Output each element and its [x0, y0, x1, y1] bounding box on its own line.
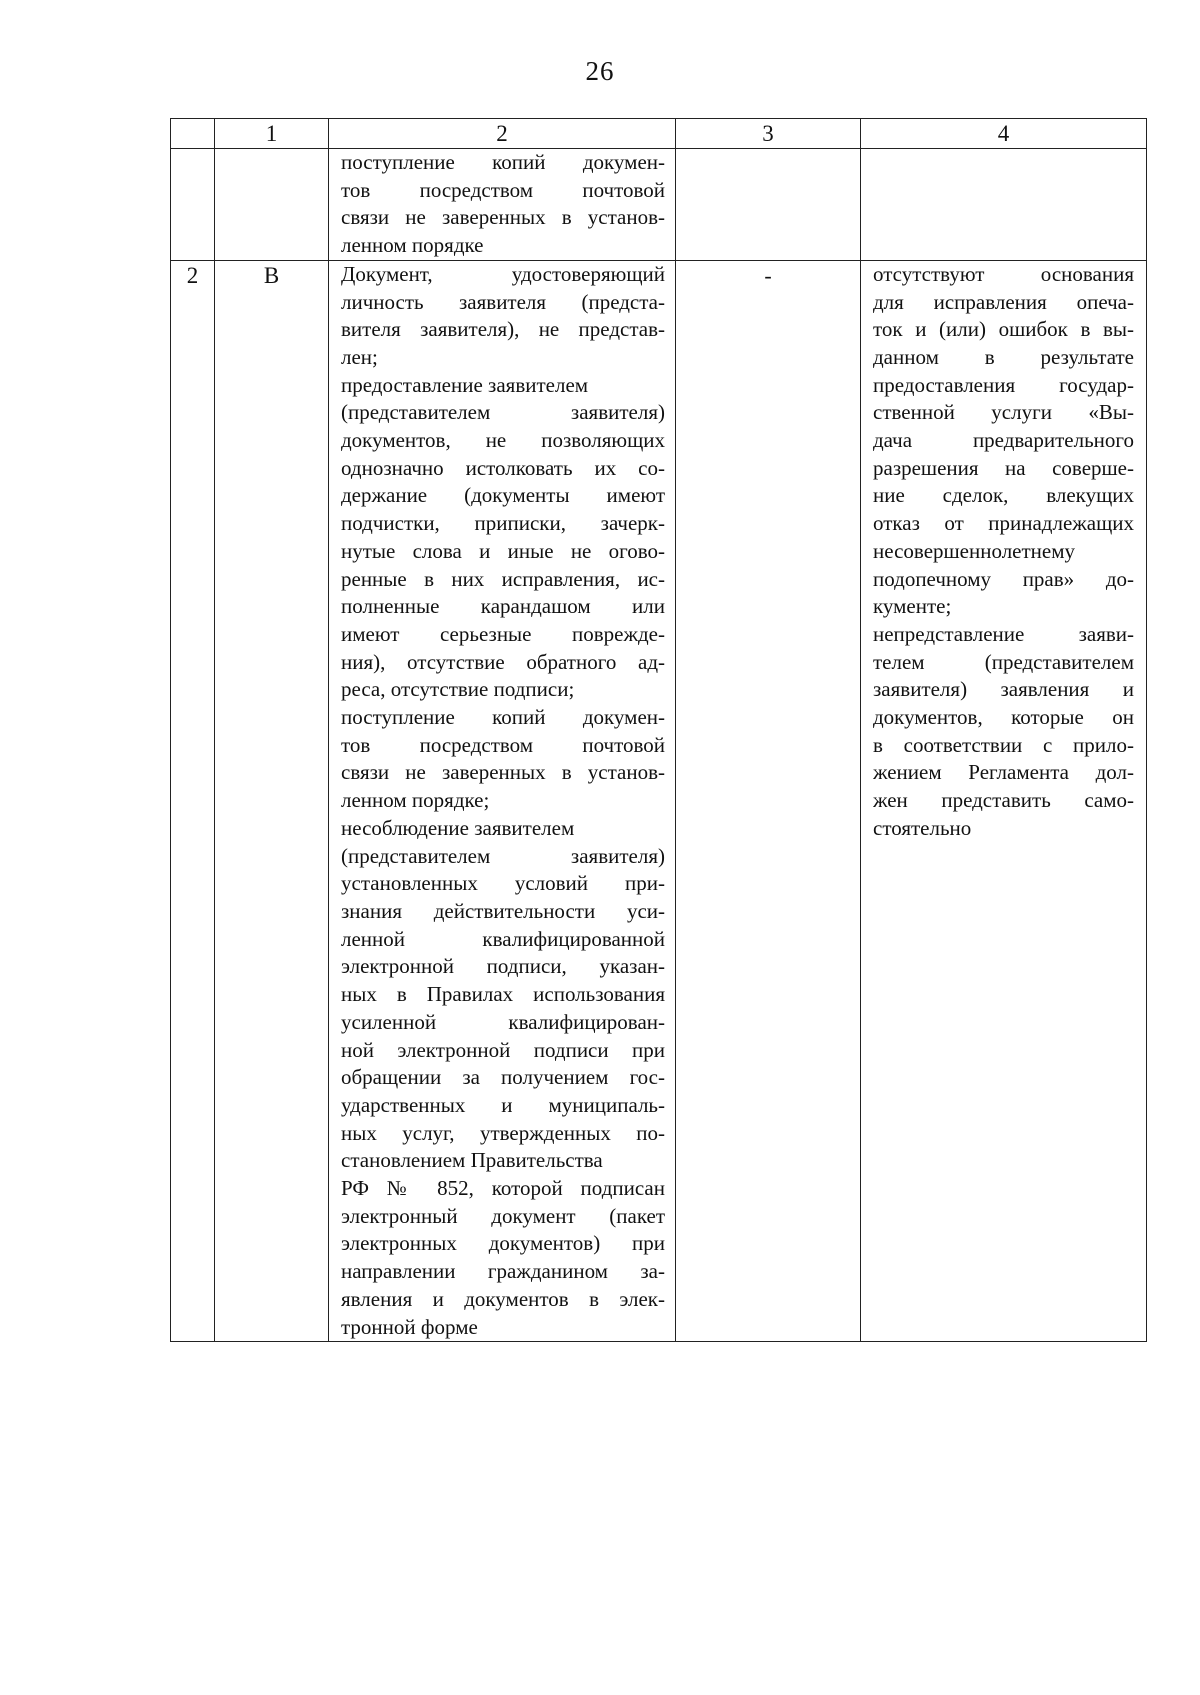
continuation-col2-text [341, 149, 665, 260]
row2-col2-text [341, 261, 665, 1341]
text-line: ренные в них исправления, ис- [341, 566, 665, 591]
text-line: РФ № 852, которой подписан [341, 1176, 665, 1201]
text-line: телем (представителем [873, 649, 1134, 674]
row2-col4-cell [861, 260, 1147, 1341]
row2-letter-cell: В [215, 260, 329, 1341]
header-cell-0 [171, 119, 215, 149]
text-line: кументе; [873, 594, 952, 619]
text-line: связи не заверенных в установ- [341, 205, 665, 230]
text-line: подопечному прав» до- [873, 566, 1134, 591]
text-line: поступление копий докумен- [341, 150, 665, 174]
continuation-col4-cell [861, 149, 1147, 261]
row2-num-cell: 2 [171, 260, 215, 1341]
text-line: Документ, удостоверяющий [341, 261, 665, 286]
text-line: для исправления опеча- [873, 289, 1134, 314]
text-line: усиленной квалифицирован- [341, 1009, 665, 1034]
header-cell-1: 1 [215, 119, 329, 149]
text-line: электронный документ (пакет [341, 1203, 665, 1228]
continuation-col3-cell [676, 149, 861, 261]
text-line: тронной форме [341, 1314, 478, 1339]
text-line: данном в результате [873, 344, 1134, 369]
text-line: в соответствии с прило- [873, 732, 1134, 757]
text-line: нутые слова и иные не огово- [341, 538, 665, 563]
text-line: ственной услуги «Вы- [873, 400, 1134, 425]
text-line: подчистки, приписки, зачерк- [341, 511, 665, 536]
table-header-row [171, 119, 1147, 149]
row2-col4-text [873, 261, 1134, 843]
continuation-letter-cell [215, 149, 329, 261]
header-cell-3: 3 [676, 119, 861, 149]
text-line: отказ от принадлежащих [873, 511, 1134, 536]
text-line: ных в Правилах использования [341, 982, 665, 1007]
text-line: (представителем заявителя) [341, 400, 665, 425]
text-line: несоблюдение заявителем [341, 815, 575, 840]
text-line: электронной подписи, указан- [341, 954, 665, 979]
text-line: предоставление заявителем [341, 372, 589, 397]
text-line: лен; [341, 344, 378, 369]
document-table [170, 118, 1147, 1342]
text-line: реса, отсутствие подписи; [341, 677, 575, 702]
header-cell-4: 4 [861, 119, 1147, 149]
text-line: непредставление заяви- [873, 621, 1134, 646]
text-line: ных услуг, утвержденных по- [341, 1120, 665, 1145]
text-line: электронных документов) при [341, 1231, 665, 1256]
text-line: становлением Правительства [341, 1148, 603, 1173]
table-row-continuation [171, 149, 1147, 261]
text-line: ние сделок, влекущих [873, 483, 1134, 508]
text-line: предоставления государ- [873, 372, 1134, 397]
text-line: жением Регламента дол- [873, 760, 1134, 785]
text-line: направлении гражданином за- [341, 1259, 665, 1284]
text-line: (представителем заявителя) [341, 843, 665, 868]
text-line: разрешения на соверше- [873, 455, 1134, 480]
text-line: жен представить само- [873, 788, 1134, 813]
text-line: ленном порядке [341, 233, 484, 258]
row2-col2-cell [329, 260, 676, 1341]
row2-col3-cell: - [676, 260, 861, 1341]
text-line: отсутствуют основания [873, 261, 1134, 286]
continuation-col2-cell [329, 149, 676, 261]
text-line: имеют серьезные поврежде- [341, 621, 665, 646]
text-line: установленных условий при- [341, 871, 665, 896]
text-line: ленном порядке; [341, 788, 490, 813]
text-line: ния), отсутствие обратного ад- [341, 649, 665, 674]
text-line: ток и (или) ошибок в вы- [873, 317, 1134, 342]
text-line: стоятельно [873, 815, 972, 840]
text-line: обращении за получением гос- [341, 1065, 665, 1090]
text-line: ударственных и муниципаль- [341, 1092, 665, 1117]
text-line: вителя заявителя), не представ- [341, 317, 665, 342]
text-line: ленной квалифицированной [341, 926, 665, 951]
text-line: документов, которые он [873, 705, 1134, 730]
text-line: документов, не позволяющих [341, 428, 665, 453]
continuation-num-cell [171, 149, 215, 261]
text-line: полненные карандашом или [341, 594, 665, 619]
header-cell-2: 2 [329, 119, 676, 149]
text-line: тов посредством почтовой [341, 732, 665, 757]
text-line: поступление копий докумен- [341, 705, 665, 730]
text-line: однозначно истолковать их со- [341, 455, 665, 480]
text-line: явления и документов в элек- [341, 1286, 665, 1311]
text-line: несовершеннолетнему [873, 538, 1076, 563]
table-row-2 [171, 260, 1147, 1341]
page-number: 26 [585, 56, 615, 86]
text-line: личность заявителя (предста- [341, 289, 665, 314]
text-line: ной электронной подписи при [341, 1037, 665, 1062]
text-line: связи не заверенных в установ- [341, 760, 665, 785]
text-line: тов посредством почтовой [341, 177, 665, 202]
text-line: заявителя) заявления и [873, 677, 1134, 702]
text-line: знания действительности уси- [341, 898, 665, 923]
text-line: дача предварительного [873, 428, 1134, 453]
text-line: держание (документы имеют [341, 483, 665, 508]
